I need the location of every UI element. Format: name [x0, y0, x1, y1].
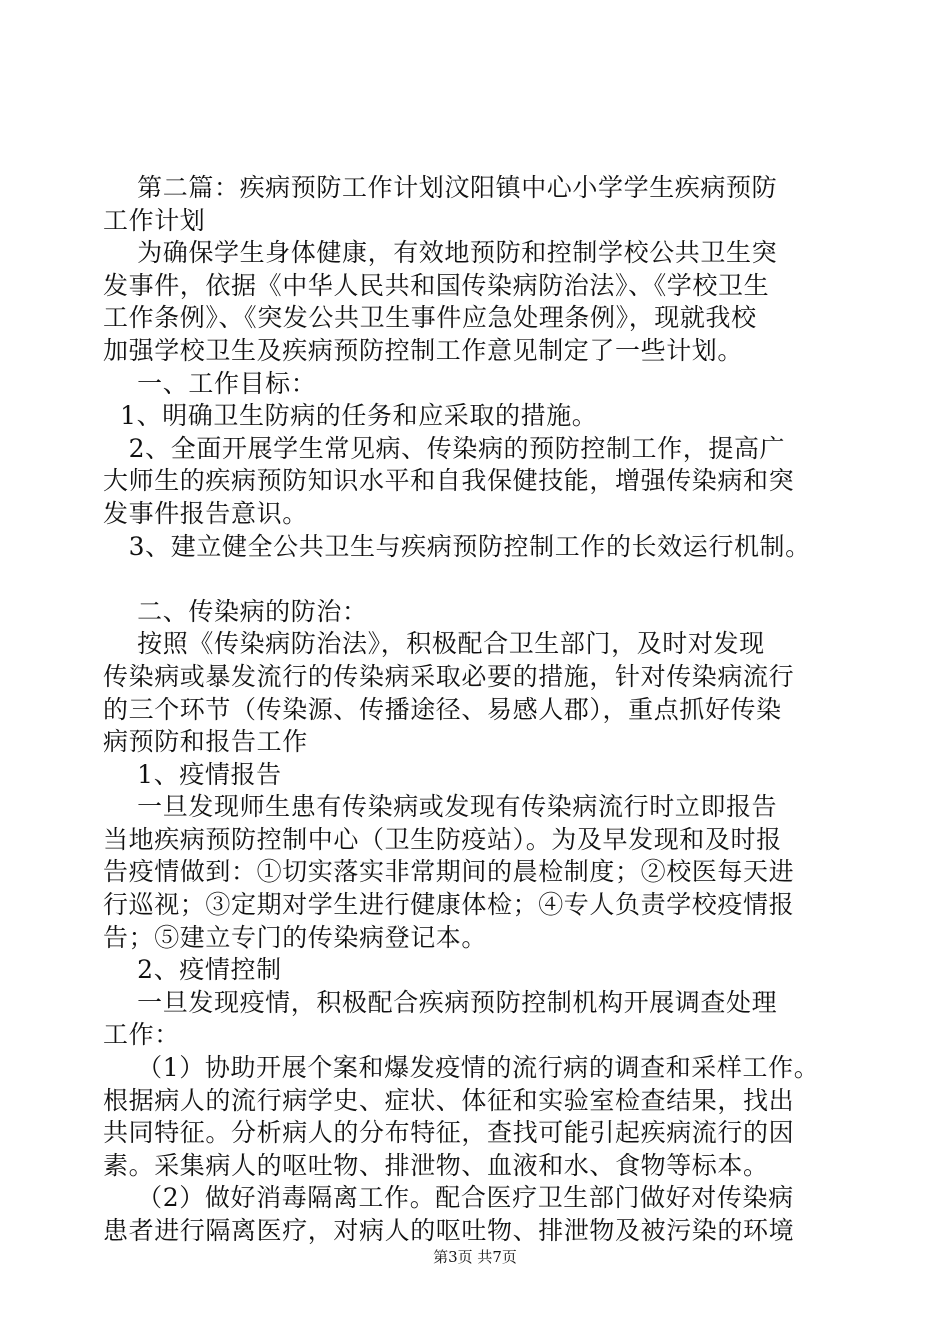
- text-line: 二、传染病的防治：: [103, 596, 368, 626]
- text-line: 加强学校卫生及疾病预防控制工作意见制定了一些计划。: [103, 335, 744, 365]
- text-line: 一旦发现疫情，积极配合疾病预防控制机构开展调查处理: [103, 987, 778, 1017]
- text-line: 第二篇：疾病预防工作计划汶阳镇中心小学学生疾病预防: [103, 173, 778, 202]
- text-line: 当地疾病预防控制中心（卫生防疫站）。为及早发现和及时报: [103, 824, 782, 854]
- text-line: 1、明确卫生防病的任务和应采取的措施。: [103, 401, 598, 431]
- text-line: 1、疫情报告: [103, 759, 282, 789]
- text-line: 根据病人的流行病学史、症状、体征和实验室检查结果，找出: [103, 1085, 795, 1115]
- text-line: 告；⑤建立专门的传染病登记本。: [103, 922, 488, 952]
- text-line: 2、疫情控制: [103, 955, 282, 985]
- text-line: 3、建立健全公共卫生与疾病预防控制工作的长效运行机制。: [103, 531, 811, 561]
- text-line: 一、工作目标：: [103, 368, 317, 398]
- text-line: 传染病或暴发流行的传染病采取必要的措施，针对传染病流行: [103, 661, 795, 691]
- text-line: 2、全面开展学生常见病、传染病的预防控制工作，提高广: [103, 433, 786, 463]
- text-line: 为确保学生身体健康，有效地预防和控制学校公共卫生突: [103, 238, 778, 268]
- text-line: （2）做好消毒隔离工作。配合医疗卫生部门做好对传染病: [103, 1183, 794, 1213]
- page-footer: 第3页 共7页: [433, 1248, 517, 1266]
- text-line: 行巡视；③定期对学生进行健康体检；④专人负责学校疫情报: [103, 890, 795, 920]
- text-line: 的三个环节（传染源、传播途径、易感人郡），重点抓好传染: [103, 694, 782, 724]
- text-line: 工作：: [103, 1020, 180, 1050]
- blank-line: [103, 563, 853, 596]
- text-line: 按照《传染病防治法》，积极配合卫生部门，及时对发现: [103, 629, 765, 659]
- text-line: 发事件报告意识。: [103, 498, 308, 528]
- text-line: 一旦发现师生患有传染病或发现有传染病流行时立即报告: [103, 792, 778, 822]
- document-body: [103, 172, 853, 1248]
- text-line: （1）协助开展个案和爆发疫情的流行病的调查和采样工作。: [103, 1053, 820, 1083]
- text-line: 素。采集病人的呕吐物、排泄物、血液和水、食物等标本。: [103, 1150, 769, 1180]
- text-line: 患者进行隔离医疗，对病人的呕吐物、排泄物及被污染的环境: [103, 1216, 795, 1245]
- text-line: 大师生的疾病预防知识水平和自我保健技能，增强传染病和突: [103, 466, 795, 496]
- text-line: 工作条例》、《突发公共卫生事件应急处理条例》，现就我校: [103, 303, 757, 333]
- text-line: 告疫情做到：①切实落实非常期间的晨检制度；②校医每天进: [103, 857, 795, 887]
- text-line: 共同特征。分析病人的分布特征，查找可能引起疾病流行的因: [103, 1118, 795, 1148]
- text-line: 病预防和报告工作: [103, 727, 308, 757]
- text-line: 工作计划: [103, 205, 206, 235]
- text-line: 发事件，依据《中华人民共和国传染病防治法》、《学校卫生: [103, 270, 770, 300]
